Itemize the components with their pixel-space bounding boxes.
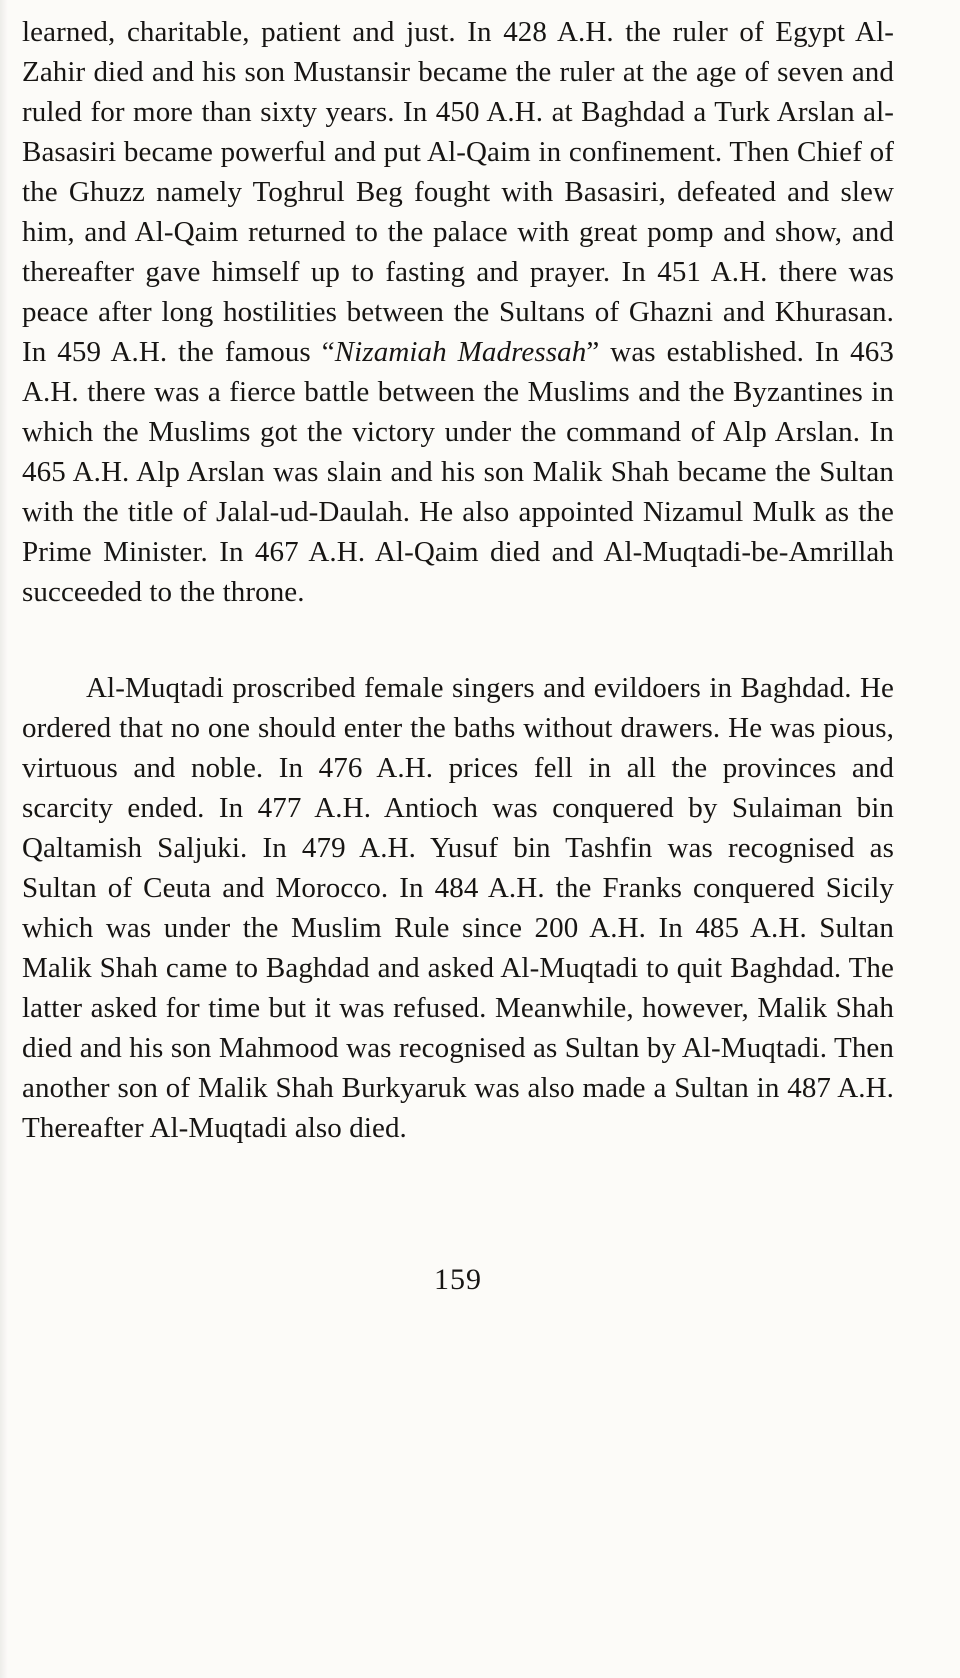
paragraph-2-text: Al-Muqtadi proscribed female singers and evildoers in Baghdad. He ordered that no one should enter the baths without drawers. He was pious, virtuous and noble. In 476 A.H. prices fell in all the provinces and scarcity ended. In 477 A.H. Antioch was conquered by Sulaiman bin Qaltamish Saljuki. In 479 A.H. Yusuf bin Tashfin was recognised as Sultan of Ceuta and Morocco. In 484 A.H. the Franks conquered Sicily which was under the Muslim Rule since 200 A.H. In 485 A.H. Sultan Malik Shah came to Baghdad and asked Al-Muqtadi to quit Baghdad. The latter asked for time but it was refused. Meanwhile, however, Malik Shah died and his son Mahmood was recognised as Sultan by Al-Muqtadi. Then another son of Malik Shah Burkyaruk was also made a Sultan in 487 A.H. Thereafter Al-Muqtadi also died. [22,672,894,1144]
paragraph-1 [22,12,894,612]
page-number: 159 [434,1263,482,1296]
paragraph-1-text-before-italic: learned, charitable, patient and just. In 428 A.H. the ruler of Egypt Al-Zahir died and his son Mustansir became the ruler at the age of seven and ruled for more than sixty years. In 450 A.H. at Baghdad a Turk Arslan al-Basasiri became powerful and put Al-Qaim in confinement. Then Chief of the Ghuzz namely Toghrul Beg fought with Basasiri, defeated and slew him, and Al-Qaim returned to the palace with great pomp and show, and thereafter gave himself up to fasting and prayer. In 451 A.H. there was peace after long hostilities between the Sultans of Ghazni and Khurasan. In 459 A.H. the famous “ [22,16,894,368]
paragraph-1-text-after-italic: ” was established. In 463 A.H. there was a fierce battle between the Muslims and the Byzantines in which the Muslims got the victory under the command of Alp Arslan. In 465 A.H. Alp Arslan was slain and his son Malik Shah became the Sultan with the title of Jalal-ud-Daulah. He also appointed Nizamul Mulk as the Prime Minister. In 467 A.H. Al-Qaim died and Al-Muqtadi-be-Amrillah succeeded to the throne. [22,336,894,608]
madressah-italic-text: Nizamiah Madressah [334,336,587,368]
paragraph-2 [22,668,894,1148]
